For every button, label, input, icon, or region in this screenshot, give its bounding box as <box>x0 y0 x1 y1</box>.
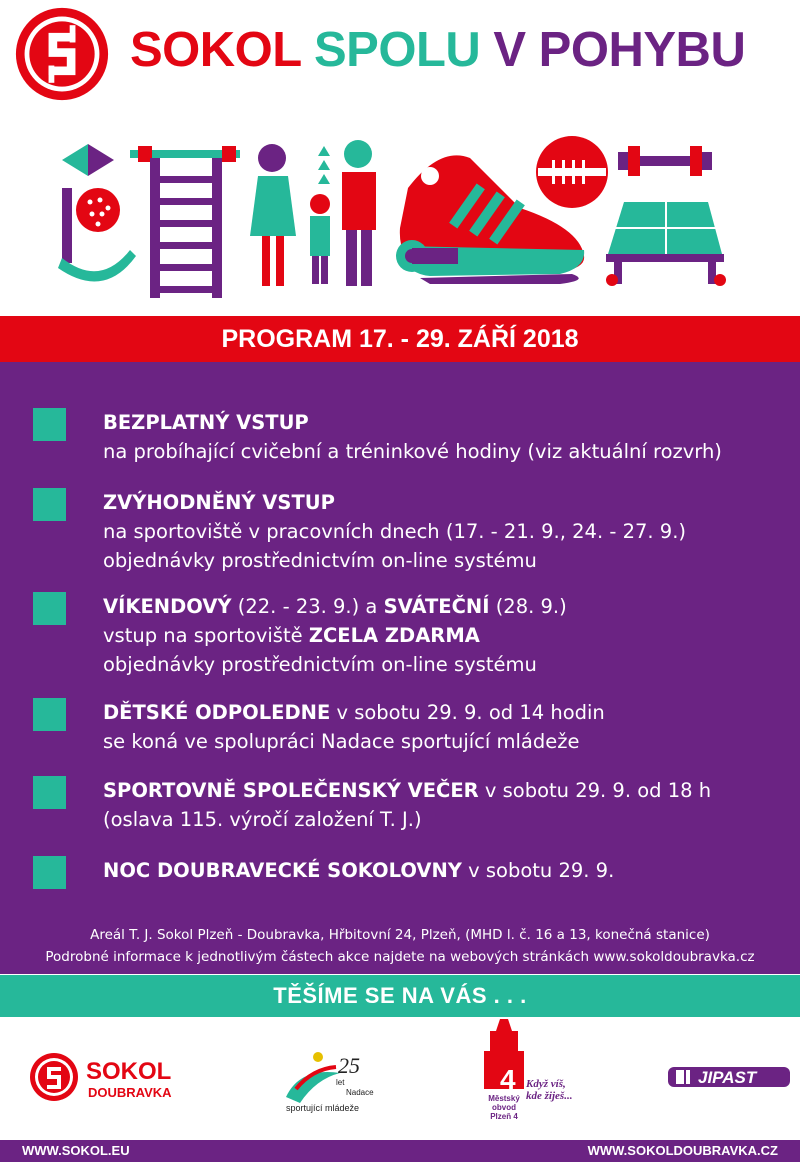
nadace-years: 25 <box>338 1053 360 1078</box>
title-sokol: SOKOL <box>130 23 301 77</box>
item-6-time: v sobotu 29. 9. <box>461 859 615 882</box>
item-2-note: objednávky prostřednictvím on-line systému <box>103 549 537 572</box>
item-1-desc: na probíhající cvičební a tréninkové hodiny (viz aktuální rozvrh) <box>103 440 722 463</box>
floorball-icon <box>58 144 136 281</box>
item-6-title: NOC DOUBRAVECKÉ SOKOLOVNY <box>103 859 462 882</box>
item-5-time: v sobotu 29. 9. od 18 h <box>478 779 712 802</box>
sokoldoubravka-link[interactable]: WWW.SOKOLDOUBRAVKA.CZ <box>587 1143 778 1158</box>
ping-pong-table-icon <box>606 202 726 286</box>
jipast-logo <box>668 1067 790 1087</box>
bullet-square-icon <box>33 488 66 521</box>
item-3-dates-a: (22. - 23. 9.) a <box>231 595 384 618</box>
sokol-logo-sub: DOUBRAVKA <box>88 1085 172 1100</box>
program-heading: PROGRAM 17. - 29. ZÁŘÍ 2018 <box>0 316 800 362</box>
item-5-desc: (oslava 115. výročí založení T. J.) <box>103 808 422 831</box>
item-5-title: SPORTOVNĚ SPOLEČENSKÝ VEČER <box>103 779 479 802</box>
item-1-title: BEZPLATNÝ VSTUP <box>103 411 309 434</box>
item-4-time: v sobotu 29. 9. od 14 hodin <box>330 701 605 724</box>
wall-bars-icon <box>130 146 240 298</box>
item-2-title: ZVÝHODNĚNÝ VSTUP <box>103 491 335 514</box>
plzen4-logo <box>484 1019 572 1121</box>
bullet-square-icon <box>33 408 66 441</box>
program-panel <box>0 362 800 974</box>
nadace-sub: sportující mládeže <box>286 1103 360 1113</box>
nadace-let: let <box>336 1078 345 1087</box>
jipast-name: JIPAST <box>698 1068 757 1087</box>
bullet-square-icon <box>33 592 66 625</box>
plzen4-label-3: Plzeň 4 <box>490 1112 518 1121</box>
plzen4-label-2: obvod <box>492 1103 516 1112</box>
page-title <box>130 23 746 77</box>
item-3-title-b: SVÁTEČNÍ <box>383 595 490 618</box>
closing-banner: TĚŠÍME SE NA VÁS . . . <box>0 975 800 1017</box>
plzen4-label-1: Městský <box>488 1094 520 1103</box>
sokol-eu-link[interactable]: WWW.SOKOL.EU <box>22 1143 130 1158</box>
venue-address: Areál T. J. Sokol Plzeň - Doubravka, Hřbitovní 24, Plzeň, (MHD l. č. 16 a 13, konečná stanice) <box>90 927 710 943</box>
sokol-logo <box>14 6 110 102</box>
item-3-desc: vstup na sportoviště <box>103 624 309 647</box>
footer-bar <box>0 1140 800 1162</box>
bullet-square-icon <box>33 856 66 889</box>
venue-info <box>0 924 800 968</box>
rugby-ball-icon <box>536 136 608 208</box>
item-3-free: ZCELA ZDARMA <box>308 624 480 647</box>
plzen4-slogan-1: Když víš, <box>526 1078 566 1090</box>
nadace-logo <box>286 1052 374 1113</box>
dumbbell-icon <box>618 146 712 176</box>
sports-illustration <box>0 128 800 303</box>
item-2-desc: na sportoviště v pracovních dnech (17. - 21. 9., 24. - 27. 9.) <box>103 520 687 543</box>
nadace-label: Nadace <box>346 1088 374 1097</box>
item-3-note: objednávky prostřednictvím on-line systému <box>103 653 537 676</box>
title-v-pohybu: V POHYBU <box>493 23 746 77</box>
item-3-title-a: VÍKENDOVÝ <box>103 595 232 618</box>
family-icon <box>250 140 376 286</box>
item-3-dates-b: (28. 9.) <box>489 595 567 618</box>
sokol-logo-name: SOKOL <box>86 1058 172 1085</box>
item-4-desc: se koná ve spolupráci Nadace sportující mládeže <box>103 730 580 753</box>
title-spolu: SPOLU <box>313 23 481 77</box>
website-info: Podrobné informace k jednotlivým částech akce najdete na webových stránkách www.sokoldoubravka.cz <box>45 949 755 965</box>
plzen4-number: 4 <box>500 1064 516 1095</box>
bullet-square-icon <box>33 698 66 731</box>
bullet-square-icon <box>33 776 66 809</box>
plzen4-slogan-2: kde žiješ... <box>526 1090 573 1102</box>
item-4-title: DĚTSKÉ ODPOLEDNE <box>103 701 331 724</box>
sponsor-logos <box>0 1017 800 1137</box>
sokol-doubravka-logo <box>30 1053 172 1101</box>
